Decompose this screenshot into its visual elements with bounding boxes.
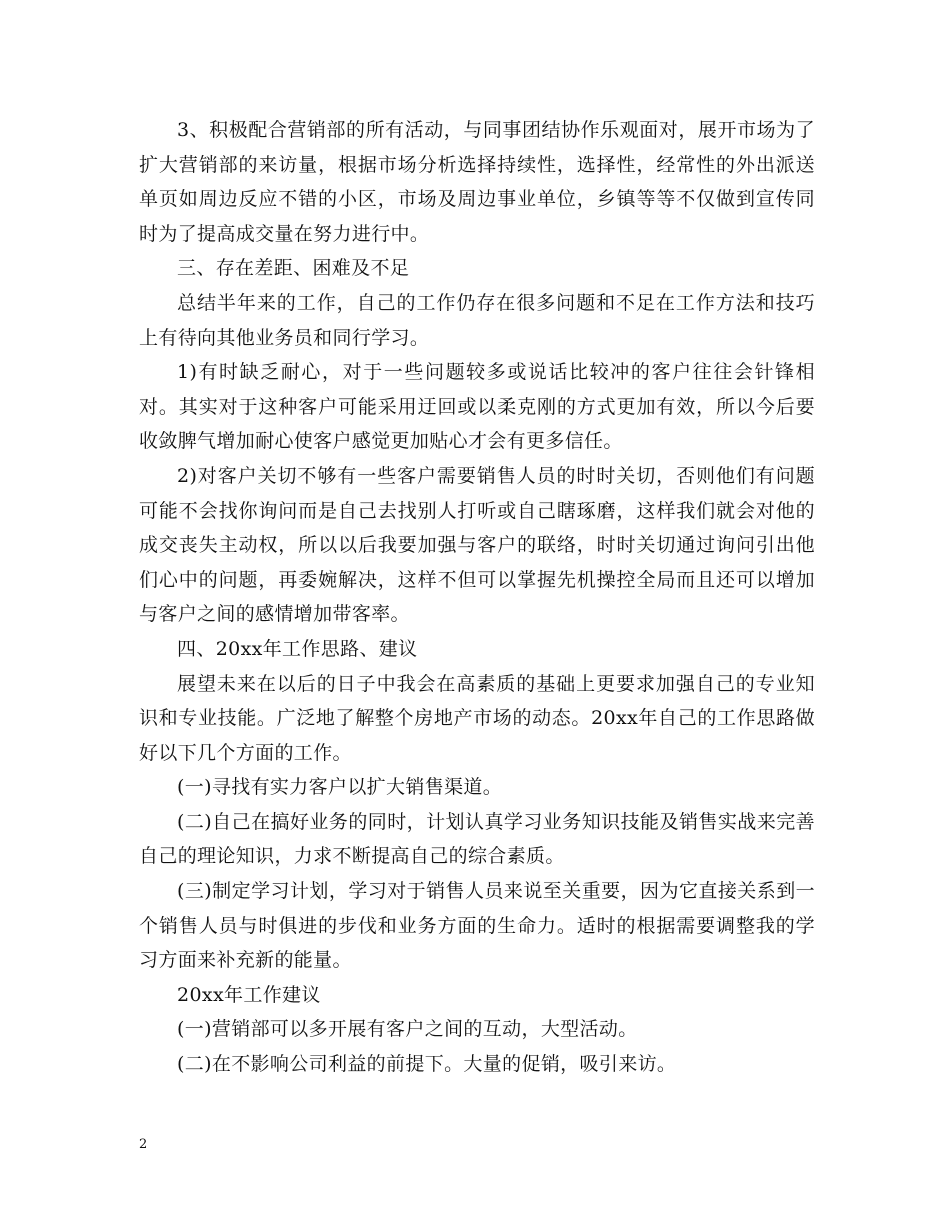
page-number: 2 xyxy=(139,1137,148,1152)
section-heading-work-plan: 四、20xx年工作思路、建议 xyxy=(177,637,418,660)
list-item-plan-2: (二)自己在搞好业务的同时，计划认真学习业务知识技能及销售实战来完善自己的理论知识，力求不断提高自己的综合素质。 xyxy=(139,810,815,868)
section-heading-gaps: 三、存在差距、困难及不足 xyxy=(177,257,410,280)
subheading-suggestions: 20xx年工作建议 xyxy=(177,983,321,1006)
list-item-plan-1: (一)寻找有实力客户以扩大销售渠道。 xyxy=(177,776,503,799)
paragraph-marketing-activities: 3、积极配合营销部的所有活动，与同事团结协作乐观面对，展开市场为了扩大营销部的来访量，根据市场分析选择持续性，选择性，经常性的外出派送单页如周边反应不错的小区，市场及周边事业单位，乡镇等等不仅做到宣传同时为了提高成交量在努力进行中。 xyxy=(139,119,815,245)
list-item-plan-3: (三)制定学习计划，学习对于销售人员来说至关重要，因为它直接关系到一个销售人员与时俱进的步伐和业务方面的生命力。适时的根据需要调整我的学习方面来补充新的能量。 xyxy=(139,880,815,972)
paragraph-outlook: 展望未来在以后的日子中我会在高素质的基础上更要求加强自己的专业知识和专业技能。广泛地了解整个房地产市场的动态。20xx年自己的工作思路做好以下几个方面的工作。 xyxy=(139,672,815,764)
paragraph-patience: 1)有时缺乏耐心，对于一些问题较多或说话比较冲的客户往往会针锋相对。其实对于这种客户可能采用迂回或以柔克刚的方式更加有效，所以今后要收敛脾气增加耐心使客户感觉更加贴心才会有更多信任。 xyxy=(139,361,815,453)
list-item-suggestion-1: (一)营销部可以多开展有客户之间的互动，大型活动。 xyxy=(177,1018,638,1041)
paragraph-customer-care: 2)对客户关切不够有一些客户需要销售人员的时时关切，否则他们有问题可能不会找你询问而是自己去找别人打听或自己瞎琢磨，这样我们就会对他的成交丧失主动权，所以以后我要加强与客户的联络，时时关切通过询问引出他们心中的问题，再委婉解决，这样不但可以掌握先机操控全局而且还可以增加与客户之间的感情增加带客率。 xyxy=(139,464,815,626)
document-body xyxy=(139,113,815,1082)
list-item-suggestion-2: (二)在不影响公司利益的前提下。大量的促销，吸引来访。 xyxy=(177,1053,677,1076)
paragraph-half-year-summary: 总结半年来的工作，自己的工作仍存在很多问题和不足在工作方法和技巧上有待向其他业务员和同行学习。 xyxy=(139,291,815,349)
